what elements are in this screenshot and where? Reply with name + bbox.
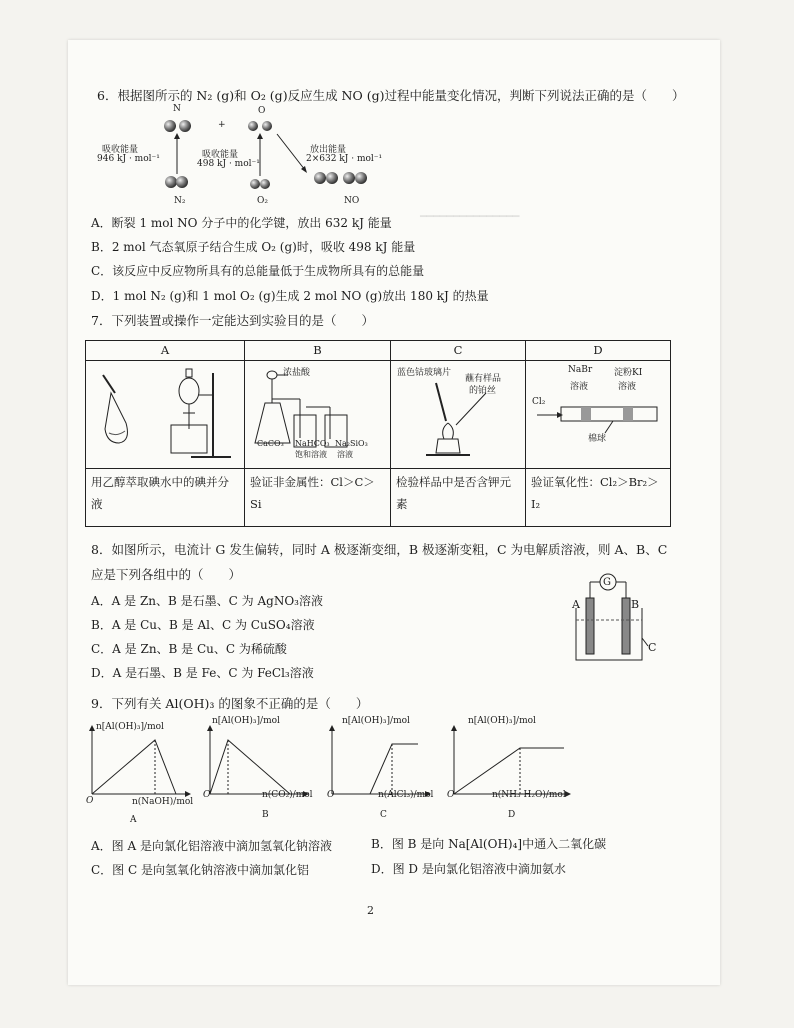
graph-d (451, 725, 571, 797)
q7-text-d: 验证氧化性：Cl₂＞Br₂＞I₂ (526, 469, 671, 527)
label-o2: O₂ (257, 196, 268, 206)
label-nabr-solution: 溶液 (570, 382, 589, 392)
label-no: NO (344, 196, 360, 206)
arrow-down (277, 134, 305, 170)
label-solution: 溶液 (337, 450, 353, 459)
label-o: O (258, 106, 266, 116)
label-sample: 蘸有样品 (465, 374, 502, 384)
release-label: 放出能量 (310, 145, 347, 155)
label-caco3: CaCO₃ (257, 439, 284, 448)
q9-stem: 9．下列有关 Al(OH)₃ 的图象不正确的是（ ） (91, 696, 369, 711)
graph-b-xlabel: n(CO₂)/mol (262, 790, 313, 800)
q9-option-a: A．图 A 是向氯化铝溶液中滴加氢氧化钠溶液 (91, 839, 332, 853)
q7-apparatus-d (526, 361, 671, 469)
label-electrolyte-c: C (648, 641, 657, 654)
label-starch-ki: 淀粉KI (614, 368, 643, 378)
graph-d-tag: D (508, 810, 516, 820)
q7-header-b: B (245, 341, 391, 361)
graph-a-origin: O (86, 796, 94, 806)
q8-option-d: D．A 是石墨、B 是 Fe、C 为 FeCl₃溶液 (91, 666, 314, 680)
absorb2-value: 498 kJ · mol⁻¹ (197, 159, 260, 169)
label-plus: + (218, 120, 226, 130)
graph-a (89, 725, 191, 797)
graph-a-tag: A (130, 815, 137, 825)
absorb1-label: 吸收能量 (102, 145, 139, 155)
q7-apparatus-b (245, 361, 391, 469)
label-g: G (603, 577, 611, 588)
q8-stem-line2: 应是下列各组中的（ ） (91, 567, 242, 582)
label-saturated: 饱和溶液 (295, 450, 327, 459)
graph-c-ylabel: n[Al(OH)₃]/mol (342, 716, 410, 726)
o2-molecule (250, 179, 270, 189)
label-cl2: Cl₂ (532, 397, 546, 407)
label-ki-solution: 溶液 (618, 382, 637, 392)
graph-b-ylabel: n[Al(OH)₃]/mol (212, 716, 280, 726)
n-atoms (164, 120, 191, 132)
oxidation-tube-diagram (531, 363, 665, 463)
label-electrode-b: B (631, 598, 640, 611)
q7-text-c: 检验样品中是否含钾元素 (391, 469, 526, 527)
label-n2: N₂ (174, 196, 186, 206)
page-number: 2 (367, 904, 374, 917)
graph-d-origin: O (447, 790, 455, 800)
graph-b-tag: B (262, 810, 269, 820)
q9-option-b: B．图 B 是向 Na[Al(OH)₄]中通入二氧化碳 (371, 837, 607, 851)
graph-c-tag: C (380, 810, 387, 820)
label-n: N (173, 104, 181, 114)
graph-d-ylabel: n[Al(OH)₃]/mol (468, 716, 536, 726)
label-pt-wire: 的铂丝 (469, 386, 497, 396)
flame-test-diagram (396, 363, 520, 463)
label-na2sio3: Na₂SiO₃ (335, 439, 368, 448)
q7-table (85, 340, 671, 527)
no-molecules (314, 172, 367, 184)
q7-stem: 7．下列装置或操作一定能达到实验目的是（ ） (91, 313, 374, 328)
q7-header-a: A (86, 341, 245, 361)
label-nabr: NaBr (568, 365, 593, 375)
q8-option-a: A．A 是 Zn、B 是石墨、C 为 AgNO₃溶液 (91, 594, 323, 608)
n2-molecule (165, 176, 188, 188)
q7-header-d: D (526, 341, 671, 361)
label-cotton: 棉球 (588, 434, 607, 444)
q6-option-a: A．断裂 1 mol NO 分子中的化学键，放出 632 kJ 能量 (91, 216, 392, 230)
q6-stem: 6．根据图所示的 N₂ (g)和 O₂ (g)反应生成 NO (g)过程中能量变化情况，判断下列说法正确的是（ ） (97, 88, 685, 103)
graph-b-origin: O (203, 790, 211, 800)
galvanic-cell-diagram (570, 568, 660, 668)
q7-header-c: C (391, 341, 526, 361)
release-value: 2×632 kJ · mol⁻¹ (306, 154, 383, 164)
q8-stem-line1: 8．如图所示，电流计 G 发生偏转，同时 A 极逐渐变细，B 极逐渐变粗，C 为电解质溶液，则 A、B、C (91, 542, 668, 557)
graph-c-xlabel: n(AlCl₃)/mol (378, 790, 434, 800)
q6-option-d: D．1 mol N₂ (g)和 1 mol O₂ (g)生成 2 mol NO (g)放出 180 kJ 的热量 (91, 289, 489, 303)
label-nahco3: NaHCO₃ (295, 439, 330, 448)
acid-strength-diagram (250, 363, 385, 463)
separatory-funnel-diagram (91, 363, 239, 463)
absorb2-label: 吸收能量 (202, 150, 239, 160)
graph-c-origin: O (327, 790, 335, 800)
graph-c (329, 725, 431, 797)
q7-apparatus-a (86, 361, 245, 469)
q8-option-c: C．A 是 Zn、B 是 Cu、C 为稀硫酸 (91, 642, 287, 656)
q9-option-d: D．图 D 是向氯化铝溶液中滴加氨水 (371, 862, 566, 876)
graph-d-xlabel: n(NH₃·H₂O)/mol (492, 790, 566, 800)
graph-a-xlabel: n(NaOH)/mol (132, 797, 194, 807)
q7-text-a: 用乙醇萃取碘水中的碘并分液 (86, 469, 245, 527)
graph-b (207, 725, 309, 797)
label-conc-hcl: 浓盐酸 (283, 368, 311, 378)
bleed-through: ━━━━━━━━━━━━━━━ (420, 210, 520, 223)
label-cobalt-glass: 蓝色钴玻璃片 (397, 368, 452, 378)
absorb1-value: 946 kJ · mol⁻¹ (97, 154, 160, 164)
q8-option-b: B．A 是 Cu、B 是 Al、C 为 CuSO₄溶液 (91, 618, 315, 632)
label-electrode-a: A (572, 598, 580, 611)
q7-apparatus-c (391, 361, 526, 469)
o-atoms (248, 121, 272, 131)
q9-option-c: C．图 C 是向氢氧化钠溶液中滴加氯化铝 (91, 863, 309, 877)
q6-option-c: C．该反应中反应物所具有的总能量低于生成物所具有的总能量 (91, 264, 425, 278)
graph-a-ylabel: n[Al(OH)₃]/mol (96, 722, 164, 732)
q7-text-b: 验证非金属性：Cl＞C＞Si (245, 469, 391, 527)
q6-option-b: B．2 mol 气态氧原子结合生成 O₂ (g)时，吸收 498 kJ 能量 (91, 240, 416, 254)
